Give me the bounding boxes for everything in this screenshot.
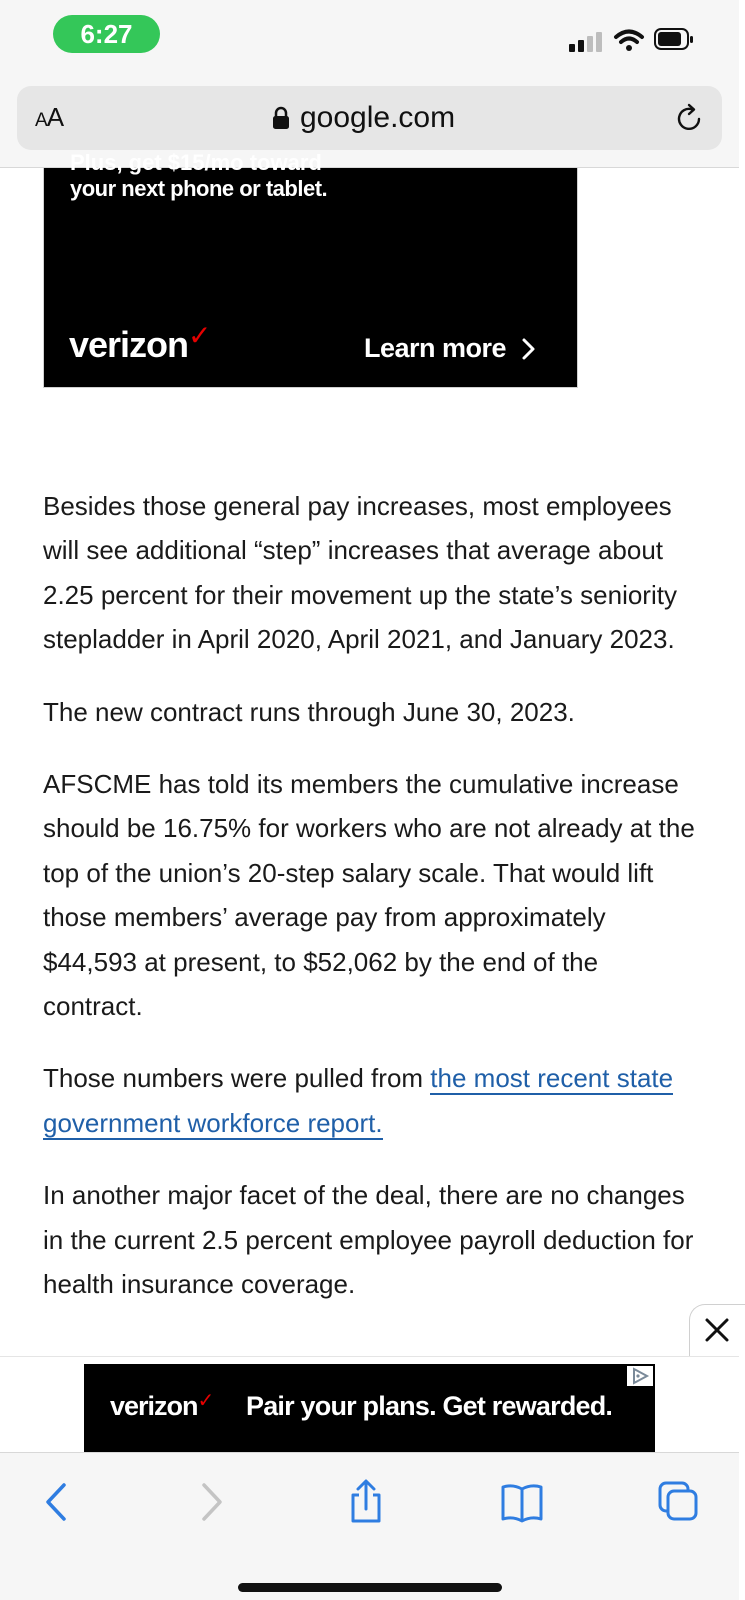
cellular-signal-icon	[569, 30, 603, 52]
check-mark-icon: ✓	[197, 1390, 214, 1412]
chevron-right-icon	[522, 338, 536, 360]
top-advertisement[interactable]	[43, 150, 578, 388]
url-display[interactable]	[272, 100, 455, 136]
chevron-right-icon[interactable]	[188, 1479, 232, 1525]
workforce-report-link[interactable]: the most recent state government workforce report.	[43, 1063, 674, 1138]
article-body	[43, 484, 703, 1335]
status-bar	[0, 0, 739, 72]
check-mark-icon: ✓	[188, 320, 211, 351]
url-text: google.com	[300, 101, 456, 134]
home-indicator	[238, 1583, 502, 1592]
ad-tagline: your next phone or tablet.	[70, 176, 328, 201]
brand-name: verizon	[69, 324, 189, 365]
battery-icon	[654, 27, 694, 51]
reload-icon[interactable]	[674, 102, 706, 134]
time-indicator: 6:27	[53, 15, 160, 53]
chevron-left-icon[interactable]	[36, 1479, 80, 1525]
book-icon[interactable]	[500, 1479, 544, 1525]
share-icon[interactable]	[344, 1479, 388, 1525]
browser-toolbar	[0, 1452, 739, 1600]
learn-more-label: Learn more	[364, 333, 507, 363]
close-ad-tab[interactable]	[689, 1304, 745, 1356]
article-paragraph	[43, 1056, 703, 1145]
wifi-icon	[614, 28, 644, 52]
verizon-logo	[69, 320, 211, 366]
bottom-advertisement[interactable]	[84, 1364, 655, 1452]
learn-more-button[interactable]	[364, 333, 536, 364]
article-paragraph: AFSCME has told its members the cumulative increase should be 16.75% for workers who are not already at the top of the union’s 20-step salary scale. That would lift those members’ average pay from approximately $44,593 at present, to $52,062 by the end of the contract.	[43, 769, 695, 1022]
ad-slogan: Pair your plans. Get rewarded.	[246, 1391, 613, 1421]
brand-name: verizon	[110, 1391, 198, 1421]
article-paragraph: In another major facet of the deal, there are no changes in the current 2.5 percent employee payroll deduction for health insurance coverage.	[43, 1180, 694, 1300]
article-paragraph: Besides those general pay increases, most employees will see additional “step” increases that average about 2.25 percent for their movement up the state’s seniority stepladder in April 2020, April 2021, and January 2023.	[43, 491, 677, 655]
paragraph-text: Those numbers were pulled from	[43, 1063, 431, 1094]
adchoices-icon[interactable]	[627, 1366, 653, 1386]
lock-icon	[272, 106, 290, 130]
reader-settings-button[interactable]: AA	[35, 102, 64, 132]
verizon-logo	[110, 1391, 213, 1422]
article-paragraph: The new contract runs through June 30, 2023.	[43, 696, 575, 727]
ad-offer-line: Plus, get $15/mo toward	[70, 150, 322, 175]
address-bar[interactable]	[17, 86, 722, 150]
close-icon[interactable]	[704, 1317, 730, 1343]
tabs-icon[interactable]	[656, 1479, 700, 1525]
